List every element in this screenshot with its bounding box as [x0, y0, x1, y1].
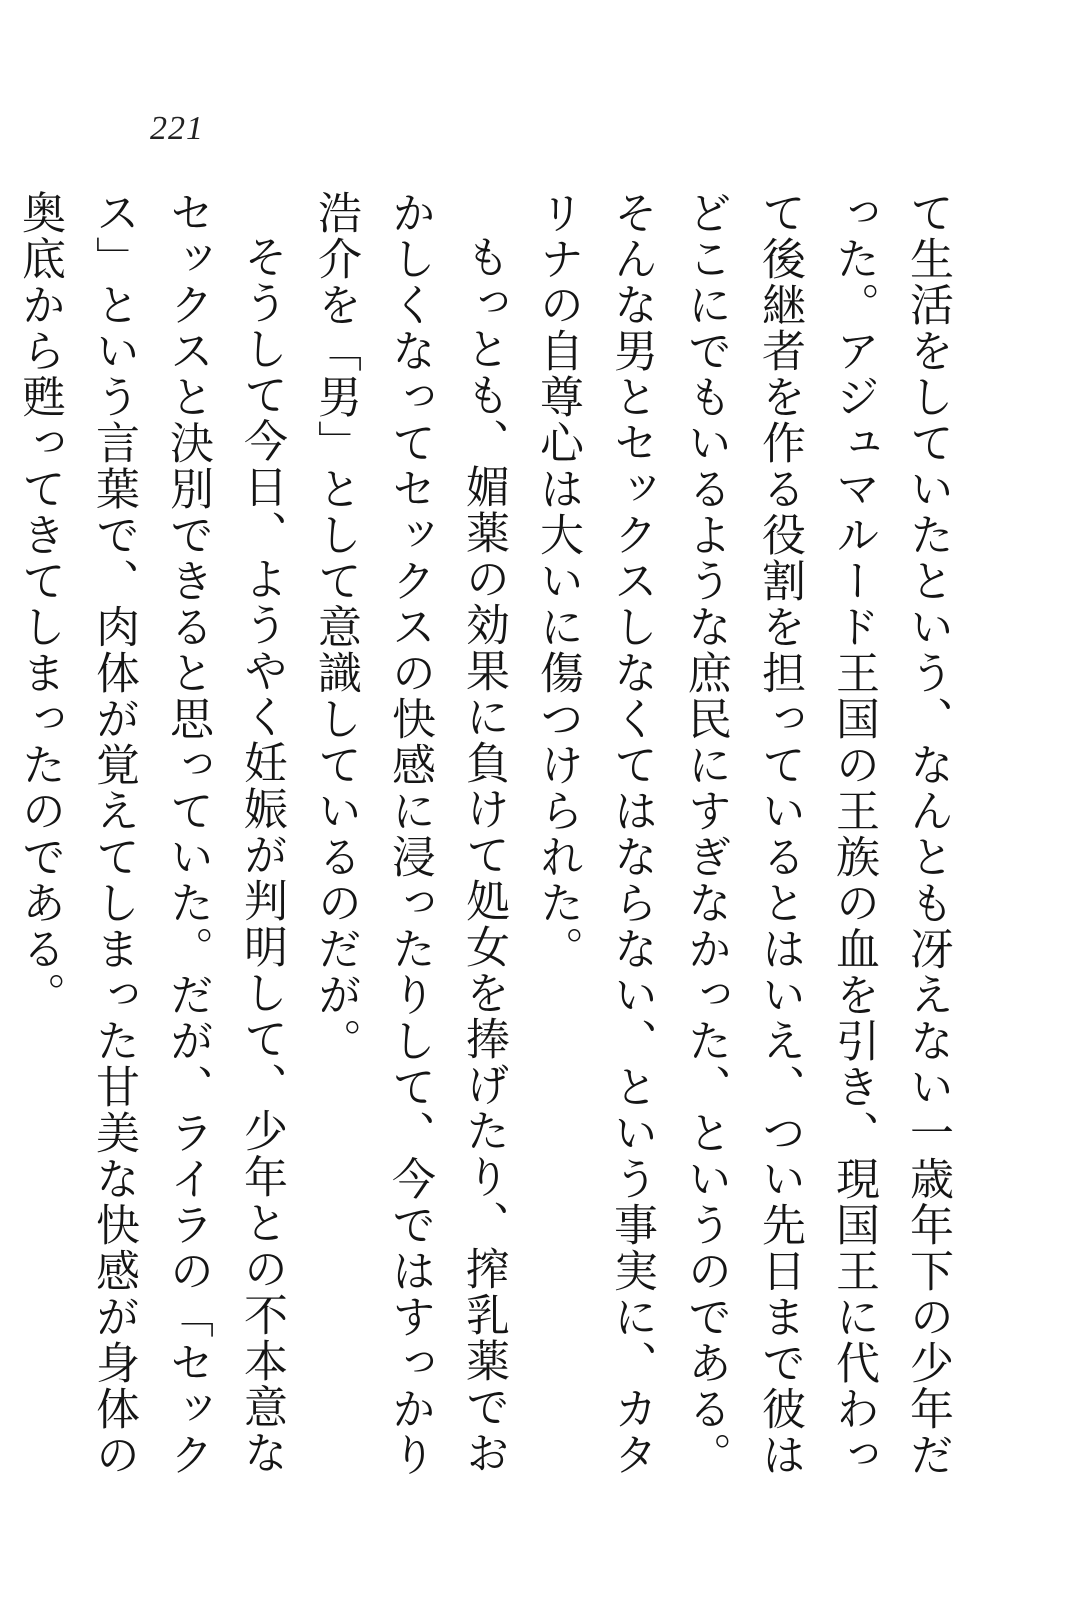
- page-number: 221: [150, 110, 204, 147]
- paragraph-1: て生活をしていたという、なんとも冴えない一歳年下の少年だった。アジュマルード王国の王族の血を引き、現国王に代わって後継者を作る役割を担っているとはいえ、つい先日まで彼はどこにでもいるような庶民にすぎなかった、というのである。そんな男とセックスしなくてはならない、という事実に、カタリナの自尊心は大いに傷つけられた。: [532, 190, 953, 1478]
- paragraph-2: もっとも、媚薬の効果に負けて処女を捧げたり、搾乳薬でおかしくなってセックスの快感に浸ったりして、今ではすっかり浩介を「男」として意識しているのだが。: [310, 190, 509, 1478]
- paragraph-3: そうして今日、ようやく妊娠が判明して、少年との不本意なセックスと決別できると思っていた。だが、ライラの「セックス」という言葉で、肉体が覚えてしまった甘美な快感が身体の奥底から甦ってきてしまったのである。: [14, 190, 287, 1478]
- paragraph-4: [0, 190, 2, 1520]
- body-text: [0, 190, 964, 1520]
